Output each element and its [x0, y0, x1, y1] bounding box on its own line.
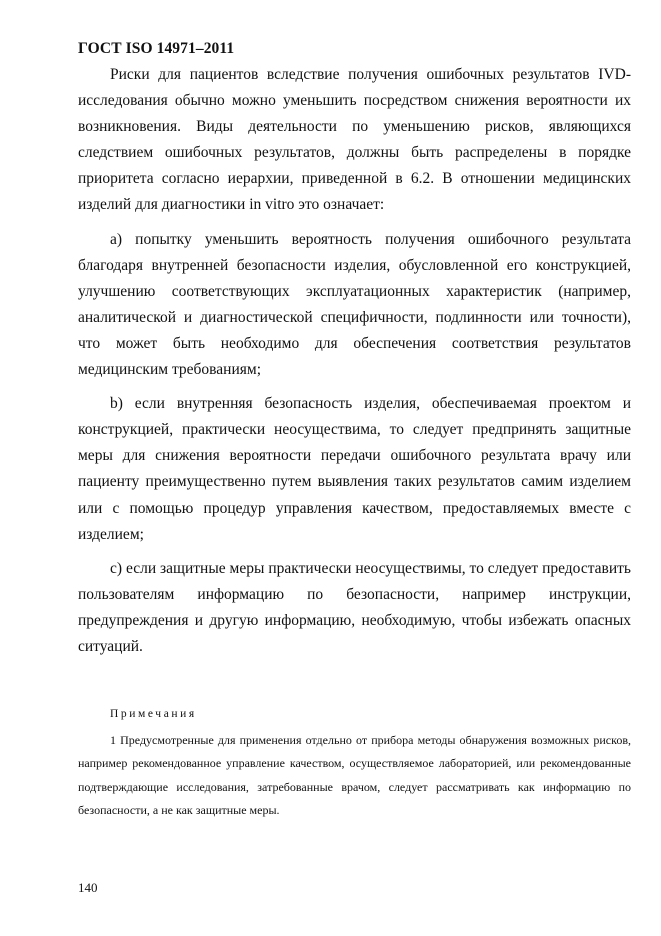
body-text — [78, 62, 631, 660]
list-item-c: c) если защитные меры практически неосуществимы, то следует предоставить пользователям информацию по безопасности, например инструкции, предупреждения и другую информацию, необходимую, чтобы избежать опасных ситуаций. — [78, 559, 631, 655]
note-1: 1 Предусмотренные для применения отдельно от прибора методы обнаружения возможных рисков, например рекомендованное управление качеством, осуществляемое лабораторией, или рекомендованные подтверждающие исследования, затребованные врачом, следует рассматривать как информацию по безопасности, а не как защитные меры. — [78, 733, 631, 818]
notes-title: Примечания — [110, 708, 197, 720]
list-item-a: a) попытку уменьшить вероятность получения ошибочного результата благодаря внутренней безопасности изделия, обусловленной его конструкцией, улучшению соответствующих эксплуатационных характеристик (например, аналитической и диагностической специфичности, подлинности или точности), что может быть необходимо для обеспечения соответствия результатов медицинским требованиям; — [78, 230, 631, 379]
document-header: ГОСТ ISO 14971–2011 — [78, 40, 235, 57]
list-item-b: b) если внутренняя безопасность изделия, обеспечиваемая проектом и конструкцией, практически неосуществима, то следует предпринять защитные меры для снижения вероятности передачи ошибочного результата врачу или пациенту преимущественно путем выявления таких результатов самим изделием или с помощью процедур управления качеством, предоставляемых вместе с изделием; — [78, 395, 631, 543]
note-section — [78, 729, 631, 823]
page-number: 140 — [78, 880, 98, 895]
intro-paragraph: Риски для пациентов вследствие получения ошибочных результатов IVD-исследования обычно можно уменьшить посредством снижения вероятности их возникновения. Виды деятельности по уменьшению рисков, являющихся следствием ошибочных результатов, должны быть распределены в порядке приоритета согласно иерархии, приведенной в 6.2. В отношении медицинских изделий для диагностики in vitro это означает: — [78, 66, 631, 214]
